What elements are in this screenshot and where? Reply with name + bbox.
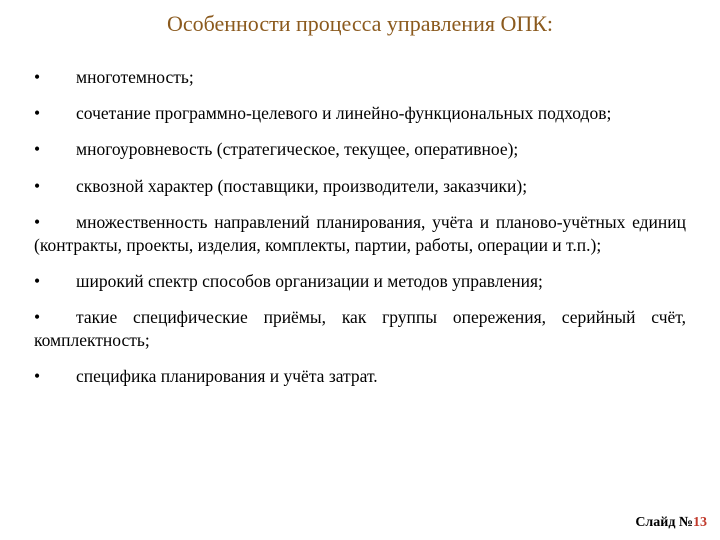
bullet-icon: • <box>34 103 41 123</box>
bullet-icon: • <box>34 67 41 87</box>
list-item-text: множественность направлений планирования, учёта и планово-учётных единиц (контракты, проекты, изделия, комплекты, партии, работы, операции и т.п.); <box>34 212 686 255</box>
list-item <box>34 66 686 89</box>
list-item <box>34 270 686 293</box>
slide-title: Особенности процесса управления ОПК: <box>166 11 554 36</box>
list-item-text: многоуровневость (стратегическое, текущее, оперативное); <box>76 139 519 159</box>
bullet-list <box>34 66 686 388</box>
bullet-icon: • <box>34 139 41 159</box>
bullet-icon: • <box>34 307 41 327</box>
list-item <box>34 138 686 161</box>
list-item-text: широкий спектр способов организации и методов управления; <box>76 271 543 291</box>
list-item-text: сочетание программно-целевого и линейно-функциональных подходов; <box>76 103 612 123</box>
list-item-text: специфика планирования и учёта затрат. <box>76 366 378 386</box>
slide-number-label: Слайд № <box>635 515 693 530</box>
list-item <box>34 306 686 352</box>
slide-number <box>635 515 707 531</box>
bullet-icon: • <box>34 366 41 386</box>
list-item <box>34 175 686 198</box>
list-item-text: многотемность; <box>76 67 194 87</box>
list-item <box>34 102 686 125</box>
bullet-icon: • <box>34 176 41 196</box>
list-item-text: сквозной характер (поставщики, производители, заказчики); <box>76 176 528 196</box>
list-item <box>34 365 686 388</box>
slide-number-value: 13 <box>693 515 707 530</box>
bullet-icon: • <box>34 212 41 232</box>
list-item-text: такие специфические приёмы, как группы опережения, серийный счёт, комплектность; <box>34 307 686 350</box>
bullet-icon: • <box>34 271 41 291</box>
list-item <box>34 211 686 257</box>
